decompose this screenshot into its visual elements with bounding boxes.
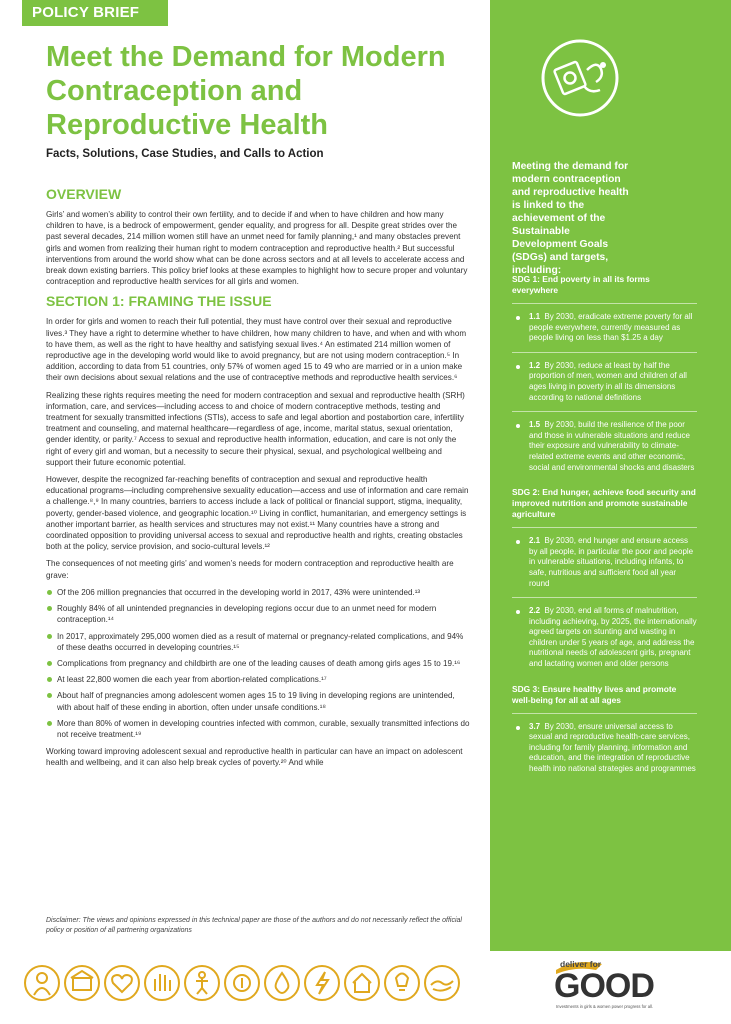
consequences-list: [46, 587, 470, 740]
section1-heading: SECTION 1: FRAMING THE ISSUE: [46, 293, 272, 310]
policy-brief-tag: POLICY BRIEF: [22, 0, 168, 26]
girl-icon: [25, 966, 59, 1000]
target-number: 1.1: [529, 312, 541, 321]
sdg-sidebar: [490, 0, 731, 951]
contraception-emblem-icon: [540, 38, 620, 118]
target-number: 1.5: [529, 420, 541, 430]
sdg-target: [512, 411, 697, 481]
sdg-target: [512, 303, 697, 352]
list-item: About half of pregnancies among adolescent women ages 15 to 19 living in developing regions are unintended, with about half of these ending in abortion, often under unsafe conditions.¹⁸: [46, 690, 470, 712]
list-item: Roughly 84% of all unintended pregnancies in developing regions occur due to an unmet need for modern contraception.¹⁴: [46, 603, 470, 625]
disclaimer: Disclaimer: The views and opinions expressed in this technical paper are those of the authors and do not necessarily reflect the official policy or position of all partnering organizations: [46, 917, 462, 934]
section1-paragraph-4: The consequences of not meeting girls’ and women’s needs for modern contraception and reproductive health are grave:: [46, 559, 454, 580]
sdg-target: [512, 352, 697, 411]
target-text: By 2030, reduce at least by half the proportion of men, women and children of all ages living in poverty in all its dimensions according to national definitions: [529, 360, 687, 402]
section1-paragraph-2: Realizing these rights requires meeting the need for modern contraception and sexual and reproductive health (SRH) information, care, and services—including access to and choice of modern contraceptive methods, testing and treatment for sexually transmitted infections (STIs), access to safe and legal abortion and postabortion care, infertility treatment and counseling, and maternal healthcare—regardless of age, income, marital status, sexual orientation, gender identity, or parity.⁷ Access to sexual and reproductive health information, education, and care is not only the right of every girl and woman, but a necessity to secure their physical, sexual, and psychological wellbeing and support their future economic potential.: [46, 390, 465, 467]
figure-icon: [185, 966, 219, 1000]
target-number: 2.1: [529, 536, 541, 546]
section1-paragraph-1: In order for girls and women to reach their full potential, they must have control over their sexual and reproductive lives.³ They have a right to determine whether to have children, how many children to have, and when and with whom to have them, as well as the right to have healthy and satisfying sexual lives.⁴ An estimated 214 million women of reproductive age in the developing world would like to avoid pregnancy, but are not using modern contraception.⁵ In addition, according to data from 51 countries, only 57% of women aged 15 to 49 who are married or in a union make their own decisions about sexual relations and the use of contraceptive methods and reproductive health services.⁶: [46, 317, 467, 383]
logo-tagline: Investments in girls & women power progress for all.: [556, 1004, 654, 1009]
main-column: [46, 186, 470, 775]
deliver-for-good-logo: [546, 950, 696, 1014]
target-number: 1.2: [529, 360, 541, 370]
logo-top-text: deliver for: [560, 959, 602, 969]
logo-main-text: GOOD: [554, 967, 654, 1005]
overview-text: Girls’ and women’s ability to control their own fertility, and to decide if and when to have children and how many children to have, is a bedrock of empowerment, gender equality, and progress for all. Despite great strides over the past several decades, 214 million women still have an unmet need for family planning,¹ and many obstacles prevent girls and women from realizing their human right to modern contraception and reproductive health.² But successful interventions from around the world show what can be done across sectors and at all levels to accelerate access and break down existing barriers. This policy brief looks at these examples to highlight how to secure proper and voluntary contraception and reproductive health services for all girls and women.: [46, 210, 468, 287]
target-text: By 2030, eradicate extreme poverty for all people everywhere, currently measured as people living on less than $1.25 a day: [529, 312, 693, 343]
house-icon: [345, 966, 379, 1000]
target-text: By 2030, end hunger and ensure access by all people, in particular the poor and people in vulnerable situations, including infants, to safe, nutritious and sufficient food all year round: [529, 536, 694, 588]
power-icon: [305, 966, 339, 1000]
section1-paragraph-3: However, despite the recognized far-reaching benefits of contraception and sexual and reproductive health educational programs—including comprehensive sexuality education—access and use of information and care remain a challenge.⁸,⁹ In many countries, barriers to access include a lack of political or financial support, stigma, inequality, poverty, gender-based violence, and geographic location.¹⁰ Living in conflict, humanitarian, and emergency settings is another important barrier, as health services and structures may not exist.¹¹ Many countries have a strong and coordinated opposition to providing universal access to sexual and reproductive health and rights, creating obstacles both at the policy, service provision, and socio-cultural levels.¹²: [46, 475, 469, 552]
heart-icon: [105, 966, 139, 1000]
list-item: In 2017, approximately 295,000 women died as a result of maternal or pregnancy-related complications, and 94% of these deaths occurred in developing countries.¹⁵: [46, 631, 470, 653]
lamp-icon: [385, 966, 419, 1000]
list-item: At least 22,800 women die each year from abortion-related complications.¹⁷: [46, 674, 470, 685]
sdg-target: [512, 527, 697, 597]
target-text: By 2030, build the resilience of the poor and those in vulnerable situations and reduce their exposure and vulnerability to climate-related extreme events and other economic, social and environmental shocks and disasters: [529, 420, 695, 472]
logo-graphic: [546, 950, 696, 1014]
sdg-3-title: SDG 3: Ensure healthy lives and promote well-being for all at all ages: [512, 683, 677, 705]
target-text: By 2030, end all forms of malnutrition, including achieving, by 2025, the internationally agreed targets on stunting and wasting in children under 5 years of age, and address the nutritional needs of adolescent girls, pregnant and lactating women and older persons: [529, 606, 697, 669]
list-item: Complications from pregnancy and childbirth are one of the leading causes of death among girls ages 15 to 19.¹⁶: [46, 658, 470, 669]
water-icon: [265, 966, 299, 1000]
footer-icon-row: [22, 963, 462, 1003]
target-number: 3.7: [529, 721, 541, 731]
sidebar-intro: Meeting the demand for modern contraception and reproductive health is linked to the achievement of the Sustainable Development Goals (SDGs) and targets, including:: [512, 161, 629, 276]
list-item: More than 80% of women in developing countries infected with common, curable, sexually transmitted infections do not receive treatment.¹⁹: [46, 718, 470, 740]
list-item: Of the 206 million pregnancies that occurred in the developing world in 2017, 43% were unintended.¹³: [46, 587, 470, 598]
sdg-goals: [512, 268, 697, 783]
coin-icon: [225, 966, 259, 1000]
section1-paragraph-5: Working toward improving adolescent sexual and reproductive health in particular can have an impact on adolescent health and wellbeing, and it can also help break cycles of poverty.²⁰ And while: [46, 747, 463, 768]
hands-icon: [425, 966, 459, 1000]
sdg-target: [512, 713, 697, 783]
target-text: By 2030, ensure universal access to sexual and reproductive health-care services, including for family planning, information and education, and the integration of reproductive health into national strategies and programmes: [529, 721, 696, 774]
hand-icon: [145, 966, 179, 1000]
target-number: 2.2: [529, 606, 541, 616]
sdg-target: [512, 597, 697, 678]
page-subtitle: Facts, Solutions, Case Studies, and Calls to Action: [46, 148, 324, 160]
overview-heading: OVERVIEW: [46, 186, 122, 202]
school-icon: [65, 966, 99, 1000]
page-title: Meet the Demand for Modern Contraception and Reproductive Health: [46, 41, 446, 141]
sdg-2-title: SDG 2: End hunger, achieve food security and improved nutrition and promote sustainable agriculture: [512, 487, 696, 520]
sdg-1-title: SDG 1: End poverty in all its forms everywhere: [512, 274, 650, 295]
